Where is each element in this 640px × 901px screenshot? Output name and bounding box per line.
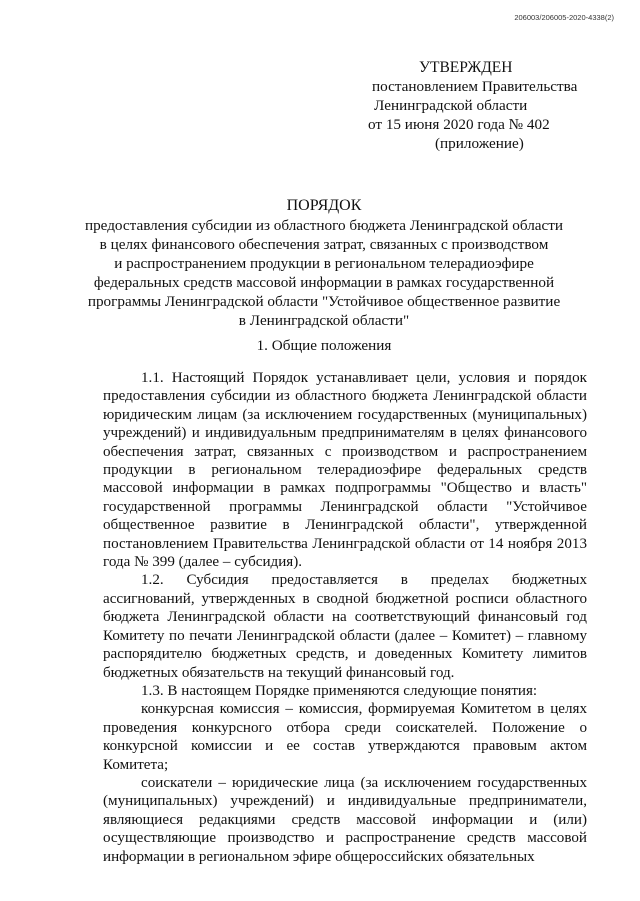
approval-title: УТВЕРЖДЕН [419, 59, 513, 76]
paragraph: 1.3. В настоящем Порядке применяются следующие понятия: [141, 682, 538, 699]
document-body [103, 369, 587, 866]
document-title: ПОРЯДОК [286, 197, 362, 214]
document-subtitle-line: предоставления субсидии из областного бюджета Ленинградской области [84, 217, 564, 234]
paragraph: конкурсная комиссия – комиссия, формируемая Комитетом в целях проведения конкурсного отбора среди соискателей. Положение о конкурсной комиссии и ее состав утверждаются правовым актом Комитета; [103, 701, 587, 773]
approval-line: от 15 июня 2020 года № 402 [368, 116, 550, 133]
document-title-block [80, 196, 568, 330]
approval-line: постановлением Правительства [372, 78, 578, 95]
paragraph: соискатели – юридические лица (за исключением государственных (муниципальных) учреждений) и индивидуальные предприниматели, являющиеся редакциями средств массовой информации и (или) осуществляющие производство и распространение средств массовой информации в региональном эфире общероссийских обязательных [103, 774, 587, 865]
document-subtitle-line: федеральных средств массовой информации в рамках государственной [93, 274, 555, 291]
paragraph: 1.2. Субсидия предоставляется в пределах бюджетных ассигнований, утвержденных в сводной бюджетной росписи областного бюджета Ленинградской области на соответствующий финансовый год Комитету по печати Ленинградской области (далее – Комитет) – главному распорядителю бюджетных средств, и доведенных Комитету лимитов бюджетных обязательств на текущий финансовый год. [103, 572, 587, 681]
document-registration-number: 206003/206005-2020-4338(2) [514, 13, 614, 22]
document-subtitle-line: программы Ленинградской области "Устойчивое общественное развитие [87, 293, 561, 310]
approval-line: Ленинградской области [374, 97, 528, 114]
document-subtitle-line: и распространением продукции в региональном телерадиоэфире [114, 255, 534, 272]
document-subtitle-line: в Ленинградской области" [238, 312, 410, 329]
approval-stamp [368, 58, 622, 153]
approval-line: (приложение) [435, 135, 524, 152]
document-subtitle-line: в целях финансового обеспечения затрат, связанных с производством [99, 236, 549, 253]
paragraph: 1.1. Настоящий Порядок устанавливает цели, условия и порядок предоставления субсидии из областного бюджета Ленинградской области юридическим лицам (за исключением государственных (муниципальных) учреждений) и индивидуальным предпринимателям в целях финансового обеспечения затрат, связанных с производством и распространением продукции в региональном телерадиоэфире федеральных средств массовой информации в рамках подпрограммы "Общество и власть" государственной программы Ленинградской области "Устойчивое общественное развитие в Ленинградской области", утвержденной постановлением Правительства Ленинградской области от 14 ноября 2013 года № 399 (далее – субсидия). [103, 370, 587, 571]
section-heading: 1. Общие положения [256, 337, 392, 354]
